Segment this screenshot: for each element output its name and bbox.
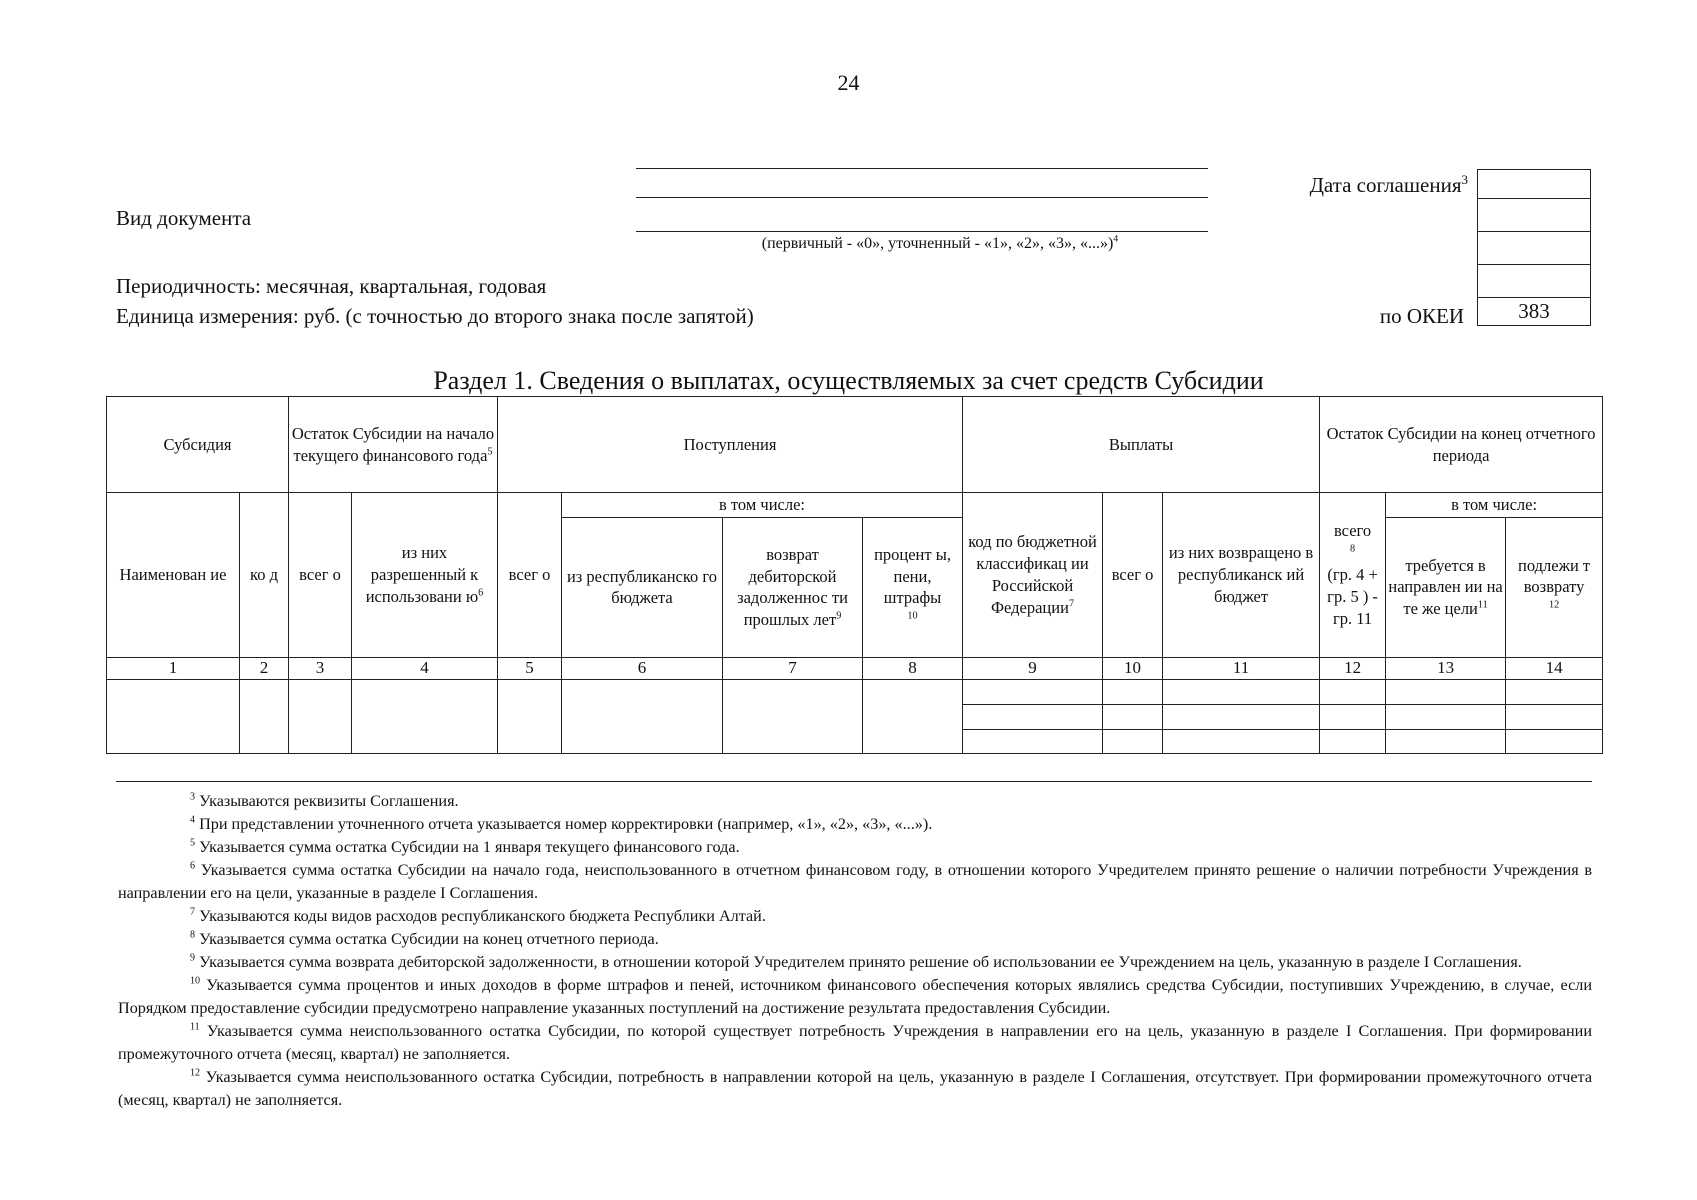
header-from-budget: из республиканско го бюджета [562,517,723,657]
header-including: в том числе: [562,493,963,518]
column-number: 6 [562,657,723,679]
header-to-return: подлежи т возврату $^{12}$ [1506,517,1603,657]
doc-type-box[interactable] [1478,199,1591,232]
data-cell-total-receipts[interactable] [498,679,562,753]
okei-label: по ОКЕИ [1379,304,1464,328]
column-number: 8 [863,657,963,679]
doc-type-label: Вид документа [116,206,252,230]
data-cell-code[interactable] [240,679,289,753]
header-subsidy: Субсидия [107,397,289,493]
data-cell-budget-code[interactable] [963,704,1103,729]
header-balance-end: Остаток Субсидии на конец отчетного периода [1320,397,1603,493]
header-payments: Выплаты [963,397,1320,493]
header-including-end: в том числе: [1386,493,1603,518]
data-cell-required[interactable] [1386,679,1506,704]
header-name: Наименован ие [107,493,240,658]
header-required: требуется в направлен ии на те же цели$^{11}$ [1386,517,1506,657]
header-total-receipts: всег о [498,493,562,658]
footnotes [118,790,1592,1112]
data-cell-to-return[interactable] [1506,729,1603,753]
data-cell-interest[interactable] [863,679,963,753]
footnote-4: $^4$ При представлении уточненного отчета указывается номер корректировки (например, «1», «2», «3», «...»). [190,814,933,833]
data-cell-to-return[interactable] [1506,679,1603,704]
doc-type-note: (первичный - «0», уточненный - «1», «2», «3», «...»)$^4$ [761,233,1119,252]
header-total-end: всего $^8$ (гр. 4 + гр. 5 ) - гр. 11 [1320,493,1386,658]
code-box-3[interactable] [1478,232,1591,265]
header-interest: процент ы, пени, штрафы $^{10}$ [863,517,963,657]
doc-type-line-1 [636,168,1208,169]
data-cell-total-payments[interactable] [1103,704,1163,729]
footnote-6: $^6$ Указывается сумма остатка Субсидии на начало года, неиспользованного в отчетном финансовом году, в отношении которого Учредителем принято решение о наличии потребности Учреждения в направлении его на цели, указанные в разделе I Соглашения. [118,860,1593,902]
header-balance-start: Остаток Субсидии на начало текущего финансового года$^5$ [289,397,498,493]
data-cell-budget-code[interactable] [963,729,1103,753]
code-boxes [1477,169,1591,326]
column-number: 2 [240,657,289,679]
data-cell-total-end[interactable] [1320,704,1386,729]
agreement-date-label: Дата соглашения$^3$ [1309,172,1468,197]
data-cell-total-end[interactable] [1320,729,1386,753]
footnote-9: $^9$ Указывается сумма возврата дебиторской задолженности, в отношении которой Учредителем принято решение об использовании ее Учреждением на цель, указанную в разделе I Соглашения. [190,952,1522,971]
column-number: 12 [1320,657,1386,679]
header-total-payments: всег о [1103,493,1163,658]
column-number: 14 [1506,657,1603,679]
footnote-7: $^7$ Указываются коды видов расходов республиканского бюджета Республики Алтай. [190,906,766,925]
periodicity-text: Периодичность: месячная, квартальная, годовая [116,274,547,298]
header-debt-return: возврат дебиторской задолженнос ти прошлых лет$^9$ [723,517,863,657]
payments-table [106,396,1603,754]
okei-box: 383 [1478,298,1591,326]
footnote-5: $^5$ Указывается сумма остатка Субсидии на 1 января текущего финансового года. [190,837,740,856]
column-number: 11 [1163,657,1320,679]
column-number: 1 [107,657,240,679]
data-cell-debt-return[interactable] [723,679,863,753]
data-cell-returned[interactable] [1163,679,1320,704]
data-cell-total-payments[interactable] [1103,679,1163,704]
header-allowed: из них разрешенный к использовани $ю^6$ [352,493,498,658]
footnote-8: $^8$ Указывается сумма остатка Субсидии на конец отчетного периода. [190,929,659,948]
data-cell-returned[interactable] [1163,729,1320,753]
footnote-10: $^{10}$ Указывается сумма процентов и иных доходов в форме штрафов и пеней, источником финансового обеспечения которых являлись средства Субсидии, поступивших Учреждению, в случае, если Порядком предоставление субсидии предусмотрено направление указанных поступлений на достижение результата предоставления Субсидии. [118,975,1593,1017]
header-returned: из них возвращено в республиканск ий бюджет [1163,493,1320,658]
footnote-12: $^{12}$ Указывается сумма неиспользованного остатка Субсидии, потребность в направлении которой на цель, указанную в разделе I Соглашения, отсутствует. При формировании промежуточного отчета (месяц, квартал) не заполняется. [118,1067,1592,1109]
data-cell-total-payments[interactable] [1103,729,1163,753]
data-cell-total-end[interactable] [1320,679,1386,704]
periodicity-box[interactable] [1478,265,1591,298]
column-number: 3 [289,657,352,679]
doc-type-line-3 [636,231,1208,232]
column-number: 9 [963,657,1103,679]
header-receipts: Поступления [498,397,963,493]
page-number: 24 [837,70,860,95]
column-number: 7 [723,657,863,679]
data-cell-name[interactable] [107,679,240,753]
footnote-3: $^3$ Указываются реквизиты Соглашения. [190,791,459,810]
data-cell-required[interactable] [1386,729,1506,753]
data-cell-from-budget[interactable] [562,679,723,753]
data-cell-total-start[interactable] [289,679,352,753]
column-number: 13 [1386,657,1506,679]
doc-type-line-2 [636,197,1208,198]
header-budget-code: код по бюджетной классификац ии Российской Федерации$^7$ [963,493,1103,658]
section-title: Раздел 1. Сведения о выплатах, осуществляемых за счет средств Субсидии [433,366,1264,395]
data-cell-budget-code[interactable] [963,679,1103,704]
header-total-start: всег о [289,493,352,658]
footnote-11: $^{11}$ Указывается сумма неиспользованного остатка Субсидии, по которой существует потребность Учреждения в направлении его на цель, указанную в разделе I Соглашения. При формировании промежуточного отчета (месяц, квартал) не заполняется. [118,1021,1593,1063]
data-cell-required[interactable] [1386,704,1506,729]
footnote-separator [116,781,1592,782]
data-cell-allowed[interactable] [352,679,498,753]
data-cell-to-return[interactable] [1506,704,1603,729]
agreement-date-box[interactable] [1478,170,1591,199]
header-code: ко д [240,493,289,658]
column-number: 4 [352,657,498,679]
data-cell-returned[interactable] [1163,704,1320,729]
column-number: 10 [1103,657,1163,679]
unit-text: Единица измерения: руб. (с точностью до второго знака после запятой) [116,304,754,328]
column-number: 5 [498,657,562,679]
